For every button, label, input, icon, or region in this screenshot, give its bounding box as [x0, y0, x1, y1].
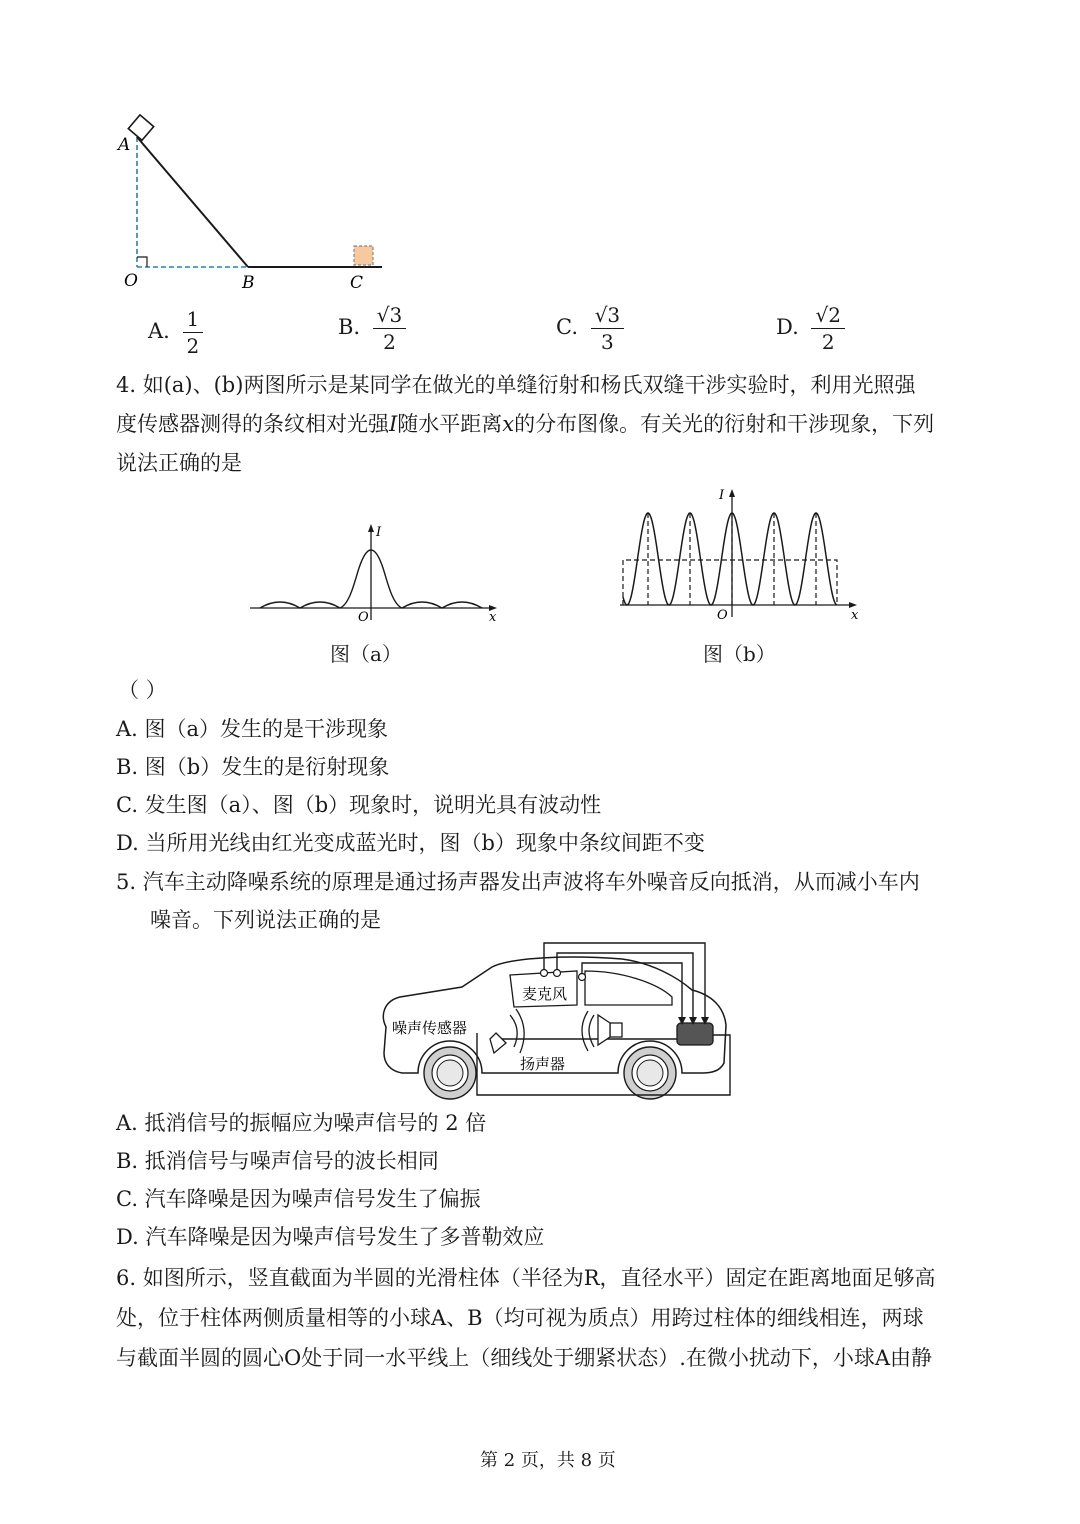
label-a: A	[118, 135, 131, 155]
front-wheel	[424, 1047, 476, 1099]
q5-option-c[interactable]: C. 汽车降噪是因为噪声信号发生了偏振	[116, 1187, 481, 1211]
sensor-label: 噪声传感器	[392, 1019, 468, 1037]
q5-option-b[interactable]: B. 抵消信号与噪声信号的波长相同	[116, 1149, 439, 1173]
q4-option-d[interactable]: D. 当所用光线由红光变成蓝光时，图（b）现象中条纹间距不变	[116, 831, 705, 855]
q5-option-d[interactable]: D. 汽车降噪是因为噪声信号发生了多普勒效应	[116, 1225, 545, 1249]
rear-wheel	[624, 1047, 676, 1099]
q3-option-d[interactable]: D. $\frac{√2}{2}$	[776, 304, 845, 353]
q4-option-c[interactable]: C. 发生图（a）、图（b）现象时，说明光具有波动性	[116, 793, 602, 817]
q5-option-a[interactable]: A. 抵消信号的振幅应为噪声信号的 2 倍	[116, 1111, 487, 1135]
q4-line-2: 度传感器测得的条纹相对光强I随水平距离x的分布图像。有关光的衍射和干涉现象，下列	[116, 412, 935, 436]
q5-line-1: 5. 汽车主动降噪系统的原理是通过扬声器发出声波将车外噪音反向抵消，从而减小车内	[116, 870, 920, 894]
q4-line-1: 4. 如(a)、(b)两图所示是某同学在做光的单缝衍射和杨氏双缝干涉实验时，利用光照强	[116, 373, 916, 397]
figure-a-caption: 图（a）	[330, 642, 402, 666]
q4-option-b[interactable]: B. 图（b）发生的是衍射现象	[116, 755, 390, 779]
q5-line-2: 噪音。下列说法正确的是	[150, 908, 381, 932]
axis-x-b: x	[851, 608, 859, 623]
speaker-label: 扬声器	[520, 1055, 566, 1073]
block-on-incline	[128, 115, 153, 140]
axis-o-b: O	[717, 608, 728, 623]
axis-i-a: I	[376, 525, 382, 540]
q6-line-1: 6. 如图所示，竖直截面为半圆的光滑柱体（半径为R，直径水平）固定在距离地面足够高	[116, 1266, 936, 1290]
mic-label: 麦克风	[522, 985, 568, 1003]
q4-option-a[interactable]: A. 图（a）发生的是干涉现象	[116, 717, 389, 741]
axis-i-b: I	[719, 488, 725, 503]
figure-a-single-slit	[245, 520, 505, 630]
q3-option-c[interactable]: C. $\frac{√3}{3}$	[556, 304, 624, 353]
car-noise-diagram	[372, 935, 744, 1105]
label-b: B	[242, 273, 255, 293]
q3-option-b[interactable]: B. $\frac{√3}{2}$	[338, 304, 406, 353]
q4-answer-blank: （ ）	[118, 678, 167, 702]
figure-b-caption: 图（b）	[703, 642, 776, 666]
q4-line-3: 说法正确的是	[116, 451, 242, 475]
q6-line-3: 与截面半圆的圆心O处于同一水平线上（细线处于绷紧状态）.在微小扰动下，小球A由静	[116, 1346, 933, 1370]
axis-o-a: O	[358, 610, 369, 625]
label-c: C	[350, 273, 364, 293]
control-unit	[677, 1023, 713, 1045]
incline-figure	[110, 110, 400, 300]
q3-option-a[interactable]: A. $\frac{1}{2}$	[148, 308, 203, 357]
axis-x-a: x	[489, 610, 497, 625]
q6-line-2: 处，位于柱体两侧质量相等的小球A、B（均可视为质点）用跨过柱体的细线相连，两球	[116, 1306, 924, 1330]
block-at-c	[354, 246, 373, 265]
figure-b-double-slit	[615, 485, 865, 625]
label-o: O	[124, 271, 138, 291]
page-footer: 第 2 页，共 8 页	[480, 1450, 616, 1471]
